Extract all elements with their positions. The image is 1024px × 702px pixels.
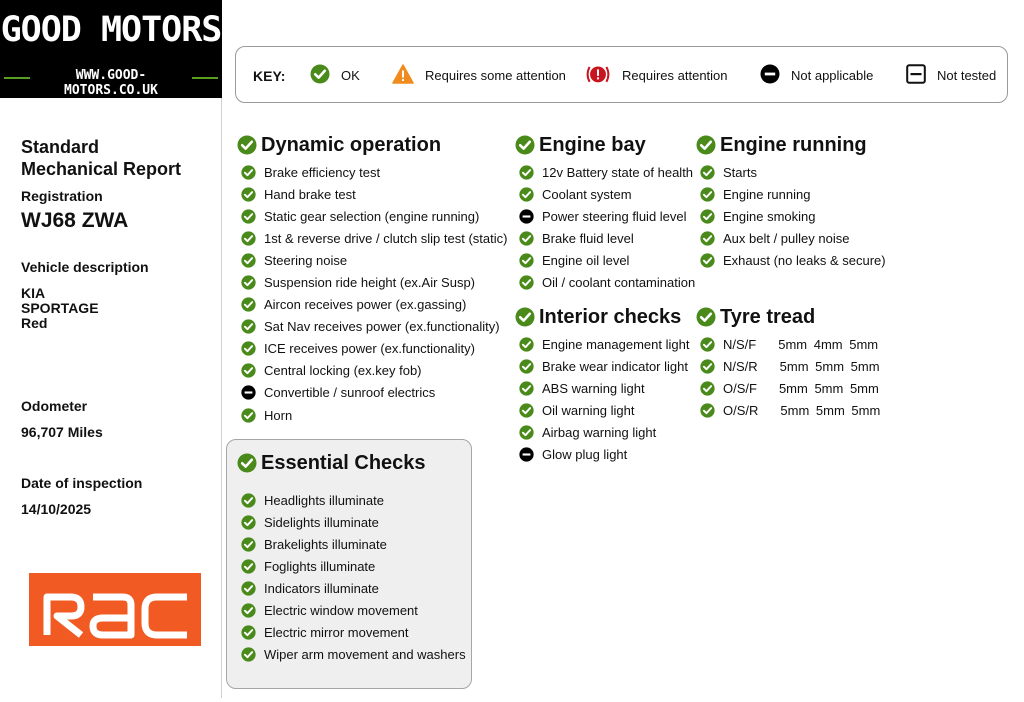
- section-interior-checks: [515, 305, 689, 466]
- check-circle-icon: [700, 187, 715, 202]
- check-circle-icon: [519, 253, 534, 268]
- check-item-electric-mirror-movement: [237, 622, 466, 644]
- check-item-engine-oil-level: [515, 249, 695, 271]
- check-item-static-gear-selection-engine-running: [237, 205, 507, 227]
- section-title: Dynamic operation: [237, 133, 507, 157]
- check-item-hand-brake-test: [237, 183, 507, 205]
- tyre-tread-values: 5mm 5mm 5mm: [778, 380, 879, 396]
- check-circle-icon: [519, 165, 534, 180]
- alert-circle-icon: [585, 64, 622, 88]
- check-circle-icon: [241, 275, 256, 290]
- check-item-power-steering-fluid-level: [515, 205, 695, 227]
- check-item-label: Suspension ride height (ex.Air Susp): [264, 275, 476, 291]
- check-circle-icon: [241, 581, 256, 596]
- check-item-label: Power steering fluid level: [542, 208, 687, 224]
- check-item-label: N/S/R: [723, 358, 758, 374]
- status-key: [235, 46, 1008, 103]
- check-item-label: Engine management light: [542, 336, 690, 352]
- check-circle-icon: [241, 647, 256, 662]
- check-item-label: Aux belt / pulley noise: [723, 230, 850, 246]
- check-circle-icon: [241, 559, 256, 574]
- check-circle-icon: [700, 381, 715, 396]
- check-item-label: Glow plug light: [542, 447, 628, 463]
- section-engine-bay: [515, 133, 695, 294]
- check-item-convertible-sunroof-electrics: [237, 382, 507, 404]
- check-circle-icon: [241, 231, 256, 246]
- check-circle-icon: [241, 253, 256, 268]
- key-label: KEY:: [253, 67, 286, 84]
- check-item-ice-receives-power-ex-functionality: [237, 338, 507, 360]
- check-item-brake-fluid-level: [515, 227, 695, 249]
- section-title: Engine running: [696, 133, 886, 157]
- minus-circle-icon: [519, 209, 534, 224]
- check-item-label: Engine smoking: [723, 208, 816, 224]
- check-circle-icon: [519, 359, 534, 374]
- check-item-label: Horn: [264, 407, 293, 423]
- check-item-suspension-ride-height-ex-air-susp: [237, 271, 507, 293]
- section-title: Interior checks: [515, 305, 689, 329]
- check-item-label: 1st & reverse drive / clutch slip test (static): [264, 230, 508, 246]
- check-item-label: Sat Nav receives power (ex.functionality): [264, 319, 500, 335]
- check-item-starts: [696, 161, 886, 183]
- check-circle-icon: [515, 307, 535, 327]
- check-item-oil-coolant-contamination: [515, 271, 695, 293]
- check-circle-icon: [241, 625, 256, 640]
- check-circle-icon: [700, 165, 715, 180]
- check-circle-icon: [700, 403, 715, 418]
- check-item-label: Oil / coolant contamination: [542, 275, 696, 291]
- check-circle-icon: [696, 307, 716, 327]
- good-motors-logo: [0, 0, 222, 98]
- check-item-label: Foglights illuminate: [264, 558, 376, 574]
- key-item-not-tested: Not tested: [906, 47, 996, 104]
- check-item-exhaust-no-leaks-secure: [696, 249, 886, 271]
- check-item-label: Wiper arm movement and washers: [264, 647, 466, 663]
- check-circle-icon: [696, 135, 716, 155]
- check-circle-icon: [519, 231, 534, 246]
- check-circle-icon: [519, 403, 534, 418]
- tyre-tread-values: 5mm 5mm 5mm: [779, 358, 880, 374]
- check-circle-icon: [241, 341, 256, 356]
- check-circle-icon: [237, 453, 257, 473]
- check-item-label: Airbag warning light: [542, 424, 657, 440]
- check-item-label: Electric mirror movement: [264, 625, 409, 641]
- check-item-steering-noise: [237, 249, 507, 271]
- section-title: Engine bay: [515, 133, 695, 157]
- check-item-label: Brake fluid level: [542, 230, 634, 246]
- check-item-n-s-f: [696, 333, 880, 355]
- check-circle-icon: [241, 319, 256, 334]
- check-item-label: Brakelights illuminate: [264, 536, 387, 552]
- check-item-engine-running: [696, 183, 886, 205]
- check-circle-icon: [241, 297, 256, 312]
- check-item-o-s-f: [696, 377, 880, 399]
- check-item-o-s-r: [696, 399, 880, 421]
- check-item-indicators-illuminate: [237, 577, 466, 599]
- section-tyre-tread: [696, 305, 880, 421]
- check-list: [696, 161, 886, 271]
- tyre-tread-values: 5mm 5mm 5mm: [780, 402, 881, 418]
- section-dynamic-operation: [237, 133, 507, 426]
- check-circle-icon: [519, 187, 534, 202]
- check-item-label: Brake wear indicator light: [542, 358, 688, 374]
- check-item-label: Convertible / sunroof electrics: [264, 385, 436, 401]
- check-item-label: Central locking (ex.key fob): [264, 363, 422, 379]
- check-circle-icon: [241, 515, 256, 530]
- check-item-label: Electric window movement: [264, 603, 418, 619]
- check-circle-icon: [310, 64, 341, 87]
- section-engine-running: [696, 133, 886, 271]
- check-item-label: ABS warning light: [542, 380, 645, 396]
- key-item-some-attention: Requires some attention: [392, 47, 566, 104]
- check-list: [237, 489, 466, 666]
- check-circle-icon: [700, 337, 715, 352]
- check-item-label: Steering noise: [264, 252, 348, 268]
- brand-website: WWW.GOOD-MOTORS.CO.UK: [64, 68, 158, 98]
- vehicle-model: SPORTAGE: [21, 300, 99, 316]
- minus-circle-icon: [241, 385, 256, 400]
- check-list: [515, 333, 689, 466]
- check-item-horn: [237, 404, 507, 426]
- registration-value: WJ68 ZWA: [21, 209, 129, 232]
- minus-square-icon: [906, 64, 937, 87]
- check-item-label: Headlights illuminate: [264, 492, 384, 508]
- check-item-brakelights-illuminate: [237, 533, 466, 555]
- check-list: [237, 161, 507, 426]
- check-item-engine-smoking: [696, 205, 886, 227]
- section-essential-checks: [237, 451, 466, 666]
- odometer-label: Odometer: [21, 398, 88, 414]
- check-item-foglights-illuminate: [237, 555, 466, 577]
- check-list: [696, 333, 880, 421]
- check-item-label: Coolant system: [542, 186, 632, 202]
- check-item-12v-battery-state-of-health: [515, 161, 695, 183]
- check-item-label: Oil warning light: [542, 402, 635, 418]
- check-circle-icon: [519, 275, 534, 290]
- check-item-label: O/S/R: [723, 402, 759, 418]
- check-circle-icon: [700, 209, 715, 224]
- check-list: [515, 161, 695, 294]
- check-item-brake-efficiency-test: [237, 161, 507, 183]
- registration-label: Registration: [21, 188, 103, 204]
- check-circle-icon: [241, 363, 256, 378]
- check-item-label: Exhaust (no leaks & secure): [723, 252, 886, 268]
- vehicle-description-label: Vehicle description: [21, 259, 149, 275]
- check-item-label: Static gear selection (engine running): [264, 208, 480, 224]
- odometer-value: 96,707 Miles: [21, 424, 103, 440]
- check-item-label: Brake efficiency test: [264, 164, 381, 180]
- tyre-tread-values: 5mm 4mm 5mm: [778, 336, 879, 352]
- check-circle-icon: [519, 381, 534, 396]
- check-circle-icon: [241, 537, 256, 552]
- vehicle-make: KIA: [21, 285, 46, 301]
- report-title: Standard Mechanical Report: [21, 137, 182, 179]
- vehicle-description: [21, 286, 99, 331]
- section-title: Essential Checks: [237, 451, 466, 475]
- check-item-central-locking-ex-key-fob: [237, 360, 507, 382]
- check-item-sat-nav-receives-power-ex-functionality: [237, 316, 507, 338]
- check-circle-icon: [519, 425, 534, 440]
- check-circle-icon: [519, 337, 534, 352]
- key-item-not-applicable: Not applicable: [760, 47, 873, 104]
- check-circle-icon: [241, 209, 256, 224]
- check-item-label: Hand brake test: [264, 186, 356, 202]
- minus-circle-icon: [519, 447, 534, 462]
- check-circle-icon: [241, 603, 256, 618]
- check-circle-icon: [700, 231, 715, 246]
- brand-name: GOOD MOTORS: [0, 10, 222, 50]
- check-item-brake-wear-indicator-light: [515, 355, 689, 377]
- check-item-label: 12v Battery state of health: [542, 164, 694, 180]
- check-circle-icon: [237, 135, 257, 155]
- check-circle-icon: [241, 408, 256, 423]
- check-item-headlights-illuminate: [237, 489, 466, 511]
- check-circle-icon: [241, 187, 256, 202]
- check-item-aircon-receives-power-ex-gassing: [237, 294, 507, 316]
- check-item-label: Engine running: [723, 186, 811, 202]
- check-circle-icon: [700, 359, 715, 374]
- check-item-label: Engine oil level: [542, 252, 630, 268]
- check-item-label: O/S/F: [723, 380, 757, 396]
- inspection-date-value: 14/10/2025: [21, 501, 92, 517]
- inspection-date-label: Date of inspection: [21, 475, 143, 491]
- check-circle-icon: [515, 135, 535, 155]
- check-item-sidelights-illuminate: [237, 511, 466, 533]
- check-item-label: ICE receives power (ex.functionality): [264, 341, 475, 357]
- check-item-engine-management-light: [515, 333, 689, 355]
- warning-triangle-icon: [392, 63, 425, 88]
- check-item-label: Starts: [723, 164, 757, 180]
- check-item-n-s-r: [696, 355, 880, 377]
- check-circle-icon: [241, 165, 256, 180]
- check-item-electric-window-movement: [237, 599, 466, 621]
- minus-circle-icon: [760, 64, 791, 87]
- check-item-label: N/S/F: [723, 336, 757, 352]
- check-item-label: Indicators illuminate: [264, 580, 379, 596]
- check-item-coolant-system: [515, 183, 695, 205]
- check-circle-icon: [700, 253, 715, 268]
- key-item-attention: Requires attention: [585, 47, 728, 104]
- check-item-wiper-arm-movement-and-washers: [237, 644, 466, 666]
- check-item-aux-belt-pulley-noise: [696, 227, 886, 249]
- check-item-airbag-warning-light: [515, 421, 689, 443]
- check-item-label: Aircon receives power (ex.gassing): [264, 297, 467, 313]
- check-item-abs-warning-light: [515, 377, 689, 399]
- column-divider: [221, 98, 222, 698]
- rac-logo: [29, 573, 201, 646]
- section-title: Tyre tread: [696, 305, 880, 329]
- check-item-oil-warning-light: [515, 399, 689, 421]
- check-item-label: Sidelights illuminate: [264, 514, 379, 530]
- check-item-glow-plug-light: [515, 443, 689, 465]
- vehicle-colour: Red: [21, 315, 48, 331]
- check-item-1st-reverse-drive-clutch-slip-test-static: [237, 227, 507, 249]
- key-item-ok: OK: [310, 47, 360, 104]
- check-circle-icon: [241, 493, 256, 508]
